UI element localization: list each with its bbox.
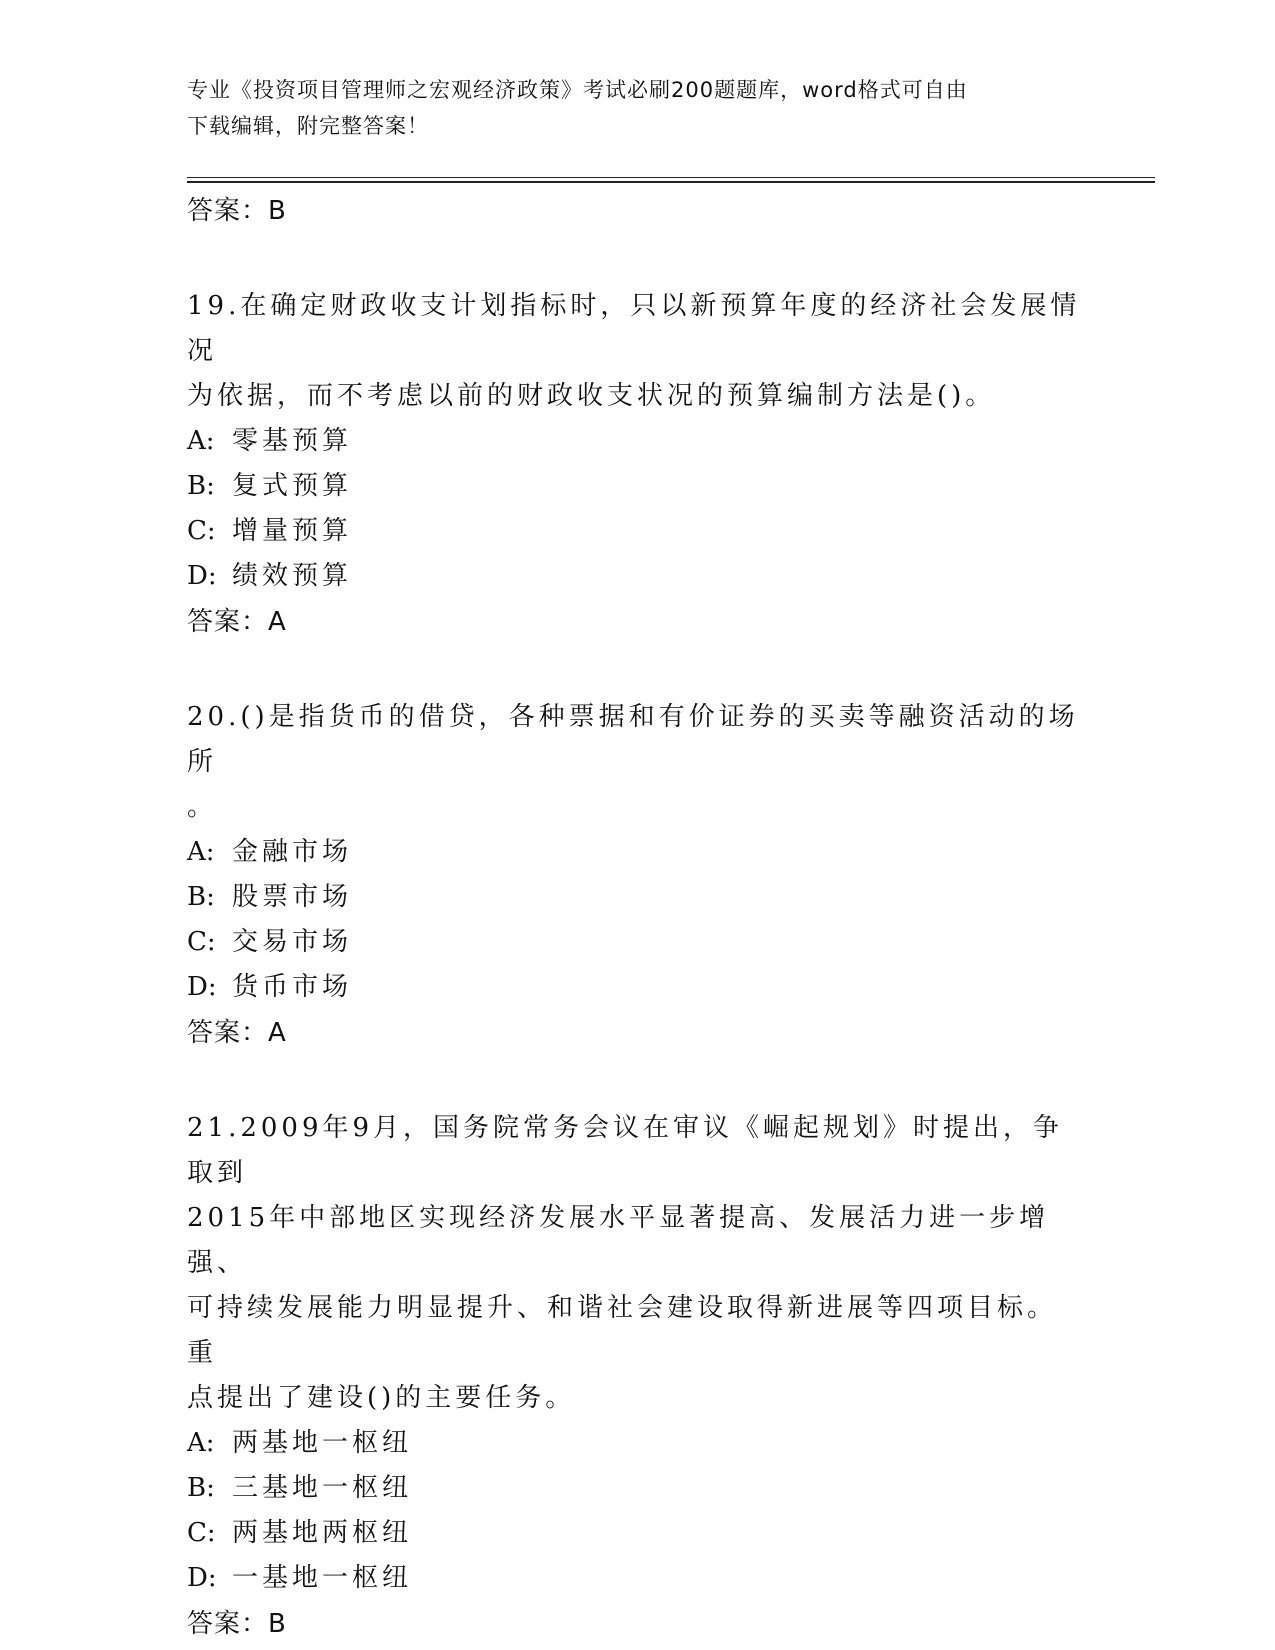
- question-19-option-d: [187, 554, 1087, 599]
- question-20-option-d: [187, 965, 1087, 1010]
- question-19-option-c: [187, 509, 1087, 554]
- option-letter: C:: [187, 927, 216, 957]
- option-letter: C:: [187, 516, 216, 546]
- option-letter: C:: [187, 1518, 216, 1548]
- question-21-line-3: 可持续发展能力明显提升、和谐社会建设取得新进展等四项目标。重: [187, 1293, 1058, 1368]
- question-19-line-2: 为依据，而不考虑以前的财政收支状况的预算编制方法是()。: [187, 381, 996, 411]
- question-21-answer: 答案：B: [187, 1609, 287, 1639]
- option-letter: D:: [187, 1563, 217, 1593]
- question-21-option-c: [187, 1511, 1087, 1556]
- question-21: [187, 1106, 1087, 1647]
- option-text: 一基地一枢纽: [232, 1563, 413, 1593]
- option-letter: D:: [187, 561, 217, 591]
- question-20-option-b: [187, 875, 1087, 920]
- option-text: 绩效预算: [232, 561, 353, 591]
- question-20-answer: 答案：A: [187, 1018, 287, 1048]
- option-text: 货币市场: [232, 972, 353, 1002]
- question-19-answer: 答案：A: [187, 607, 287, 637]
- question-19-line-1: 19.在确定财政收支计划指标时，只以新预算年度的经济社会发展情况: [187, 291, 1081, 366]
- question-20-option-c: [187, 920, 1087, 965]
- question-21-option-b: [187, 1466, 1087, 1511]
- document-body: [187, 188, 1087, 1647]
- option-text: 两基地两枢纽: [232, 1518, 413, 1548]
- option-letter: B:: [187, 882, 215, 912]
- answer-previous: 答案：B: [187, 196, 287, 226]
- option-letter: B:: [187, 471, 215, 501]
- option-text: 零基预算: [232, 426, 353, 456]
- question-19: [187, 284, 1087, 645]
- header-line-1: 专业《投资项目管理师之宏观经济政策》考试必刷200题题库，word格式可自由: [187, 78, 968, 102]
- option-letter: A:: [187, 426, 215, 456]
- option-text: 复式预算: [232, 471, 353, 501]
- question-21-line-4: 点提出了建设()的主要任务。: [187, 1383, 576, 1413]
- header-line-2: 下载编辑，附完整答案！: [187, 114, 429, 138]
- option-text: 交易市场: [232, 927, 353, 957]
- option-text: 金融市场: [232, 837, 353, 867]
- question-21-option-a: [187, 1421, 1087, 1466]
- option-letter: A:: [187, 837, 215, 867]
- document-header: [187, 72, 1067, 144]
- spacer: [187, 645, 1087, 695]
- option-letter: D:: [187, 972, 217, 1002]
- question-20-option-a: [187, 830, 1087, 875]
- option-text: 两基地一枢纽: [232, 1428, 413, 1458]
- question-19-option-a: [187, 419, 1087, 464]
- spacer: [187, 1056, 1087, 1106]
- question-19-option-b: [187, 464, 1087, 509]
- question-21-line-2: 2015年中部地区实现经济发展水平显著提高、发展活力进一步增强、: [187, 1203, 1050, 1278]
- question-21-option-d: [187, 1556, 1087, 1601]
- option-text: 增量预算: [232, 516, 353, 546]
- header-rule-thin: [187, 177, 1155, 178]
- question-20-line-2: 。: [187, 792, 218, 822]
- option-text: 三基地一枢纽: [232, 1473, 413, 1503]
- spacer: [187, 234, 1087, 284]
- option-letter: B:: [187, 1473, 215, 1503]
- question-21-line-1: 21.2009年9月，国务院常务会议在审议《崛起规划》时提出，争取到: [187, 1113, 1064, 1188]
- option-text: 股票市场: [232, 882, 353, 912]
- question-20: [187, 695, 1087, 1056]
- header-rule-thick: [187, 181, 1155, 183]
- option-letter: A:: [187, 1428, 215, 1458]
- question-20-line-1: 20.()是指货币的借贷，各种票据和有价证券的买卖等融资活动的场所: [187, 702, 1079, 777]
